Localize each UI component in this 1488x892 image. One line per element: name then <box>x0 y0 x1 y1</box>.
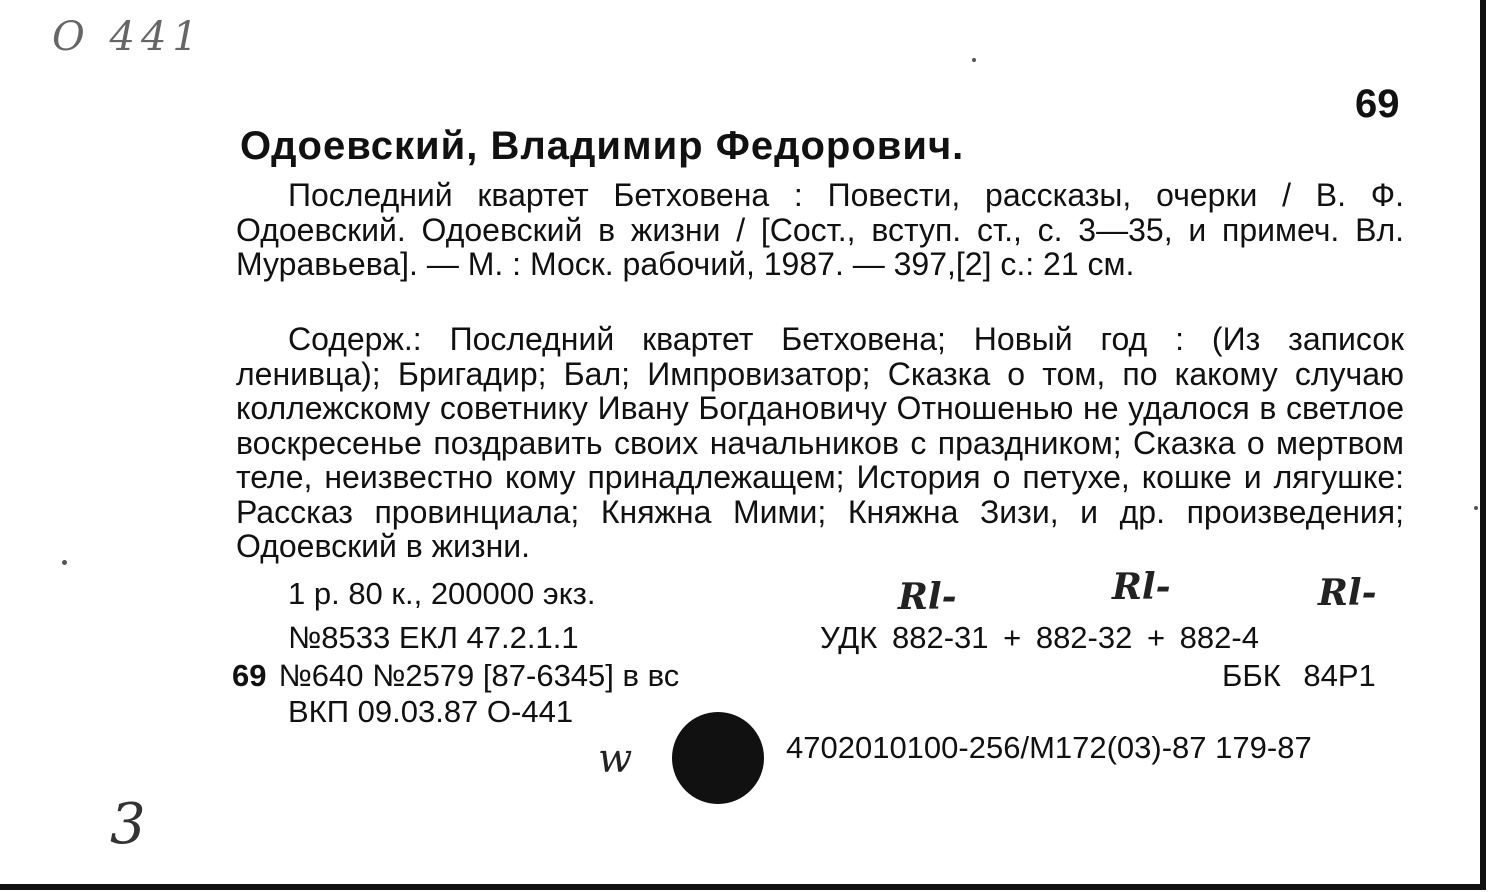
price-print-run: 1 р. 80 к., 200000 экз. <box>288 576 596 611</box>
speck-icon <box>972 58 976 62</box>
card-number: 69 <box>1355 82 1400 126</box>
handwritten-mark-1: Rl- <box>898 576 957 618</box>
author-heading: Одоевский, Владимир Федорович. <box>240 124 965 168</box>
ekl-number: №8533 ЕКЛ 47.2.1.1 <box>288 620 579 655</box>
catalog-code: 4702010100-256/М172(03)-87 179-87 <box>786 730 1312 765</box>
speck-icon <box>62 560 67 565</box>
bbk-classification: ББК 84Р1 <box>1222 658 1376 693</box>
udk-classification: УДК 882-31 + 882-32 + 882-4 <box>820 620 1259 655</box>
shelf-mark: О 441 <box>52 14 204 60</box>
stamp-dot-icon <box>672 712 764 804</box>
registry-row <box>232 658 679 694</box>
registry-row-text: №640 №2579 [87-6345] в вс <box>278 658 680 693</box>
handwritten-mark-3: Rl- <box>1318 572 1377 614</box>
page-mark: 3 <box>110 792 146 857</box>
ink-mark: w <box>598 736 633 782</box>
registry-row-number: 69 <box>232 658 267 693</box>
title-description: Последний квартет Бетховена : Повести, рассказы, очерки / В. Ф. Одоевский. Одоевский в жизни / [Сост., вступ. ст., с. 3—35, и примеч. Вл. Муравьева]. — М. : Моск. рабочий, 1987. — 397,[2] с.: 21 см. <box>236 177 1404 282</box>
vkp-date: ВКП 09.03.87 О-441 <box>288 694 574 729</box>
contents-note: Содерж.: Последний квартет Бетховена; Новый год : (Из записок ленивца); Бригадир; Бал; Импровизатор; Сказка о том, по какому случаю коллежскому советнику Ивану Богдановичу Отношенью не удалося в светлое воскресенье поздравить своих начальников с праздником; Сказка о мертвом теле, неизвестно кому принадлежащем; История о петухе, кошке и лягушке: Рассказ провинциала; Княжна Мими; Княжна Зизи, и др. произведения; Одоевский в жизни. <box>236 321 1404 564</box>
speck-icon <box>1474 506 1478 510</box>
handwritten-mark-2: Rl- <box>1112 566 1171 608</box>
